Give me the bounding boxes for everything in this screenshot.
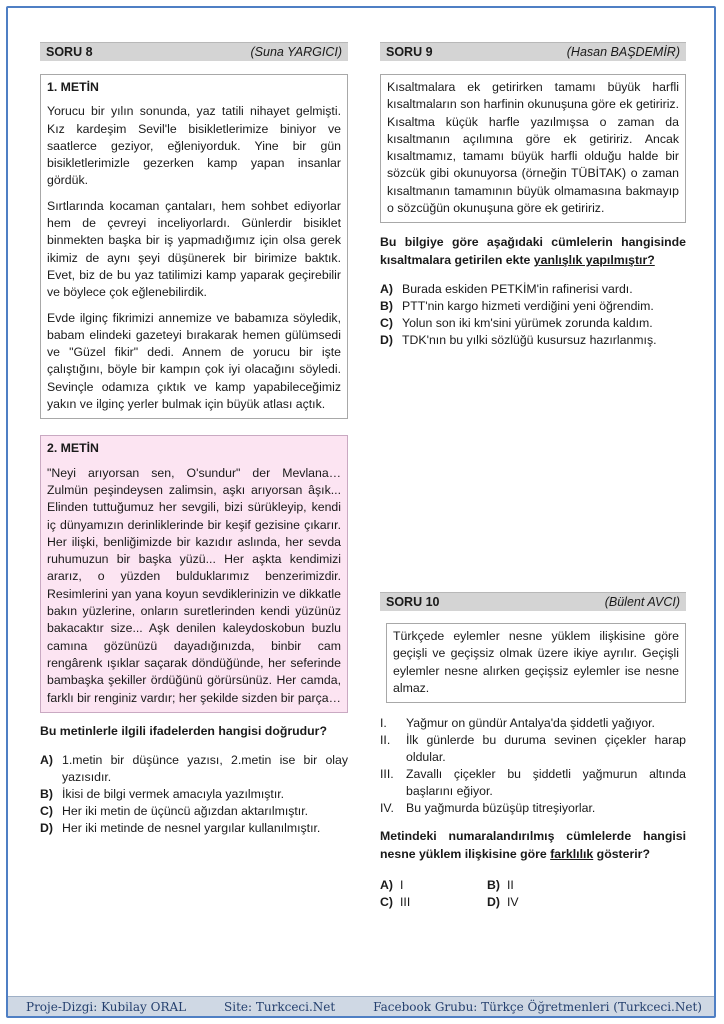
- option-d[interactable]: D) IV: [487, 895, 519, 910]
- text-2-box: [40, 435, 348, 712]
- question-author: (Suna YARGICI): [250, 45, 342, 59]
- text-2-paragraph: "Neyi arıyorsan sen, O'sundur" der Mevlana… Zulmün peşindeysen zalimsin, aşkı arıyorsan âşık... Elinden tuttuğumuz her sevgili, bizi sürükleyip, kendi iç dünyamızın derinliklerinde bir keşif gezisine çıkarır. Her ilişki, benliğimizde bir kazıdır aslında, her sevda ruhumuzun bir başka yüzü... Her aşkta kendimizi ararız, o yüzden bulduklarımız benzerimizdir. Resimlerini yan yana koyun sevdiklerinizin ve dikkatle bakın yüzlerine, onların suretlerinden kendi yüzünüz bakacaktır size... Aşk denilen kaleydoskobun buzlu camına gözünüzü dayadığınızda, binbir cam rengârenk ışıklar saçarak döndüğünde, her seferinde bambaşka şekiller ördüğünü görürsünüz. Her camda, farklı bir renginiz vardır; her şekilde sizden bir parça…: [47, 465, 341, 705]
- option-d[interactable]: D) Her iki metinde de nesnel yargılar kullanılmıştır.: [40, 821, 321, 836]
- question-8-header: [40, 42, 348, 61]
- text-1-paragraph: Evde ilginç fikrimizi annemize ve babamıza söyledik, babam elindeki gazeteyi bırakarak hemen gülümsedi ve "Güzel fikir" dedi. Annem de yorucu bir işte çalıştığını, böyle bir kampın çok iyi olacağını söyledi. Sevinçle odamıza çıktık ve kamp yapabileceğimiz yakın ve ilginç yerler bulmak için büyük atlası açtık.: [47, 310, 341, 412]
- option-c[interactable]: C) III: [380, 895, 411, 910]
- sentence-4: IV. Bu yağmurda büzüşüp titreşiyorlar.: [380, 801, 596, 816]
- emphasis: farklılık: [550, 846, 594, 861]
- sentence-1: I. Yağmur on gündür Antalya'da şiddetli yağıyor.: [380, 716, 655, 731]
- question-10-stem: Metindeki numaralandırılmış cümlelerde hangisi nesne yüklem ilişkisine göre farklılık gösterir?: [380, 829, 686, 861]
- question-9: [380, 42, 686, 349]
- text-1-box: [40, 74, 348, 419]
- option-c[interactable]: C) Yolun son iki km'sini yürümek zorunda kaldım.: [380, 316, 653, 331]
- page-footer: [8, 996, 714, 1016]
- question-10-header: [380, 592, 686, 611]
- question-8: [40, 42, 348, 837]
- option-a[interactable]: A) I: [380, 878, 404, 893]
- question-8-options: [40, 752, 348, 837]
- option-b[interactable]: B) II: [487, 878, 514, 893]
- option-a[interactable]: A) 1.metin bir düşünce yazısı, 2.metin ise bir olay yazısıdır.: [40, 753, 348, 785]
- footer-facebook: Facebook Grubu: Türkçe Öğretmenleri (Turkceci.Net): [373, 999, 702, 1014]
- text-1-paragraph: Yorucu bir yılın sonunda, yaz tatili nihayet gelmişti. Kız kardeşim Sevil'le bisikletlerimize biniyor ve saatlerce geziyor, eğleniyorduk. Yine bir gün bisikletlerimizle gezerken kamp yapan insanlar gördük.: [47, 104, 341, 188]
- emphasis: yanlışlık yapılmıştır?: [533, 252, 655, 267]
- option-d[interactable]: D) TDK'nın bu yılki sözlüğü kusursuz hazırlanmış.: [380, 333, 657, 348]
- question-9-options: [380, 281, 686, 349]
- question-8-stem: Bu metinlerle ilgili ifadelerden hangisi doğrudur?: [40, 723, 327, 738]
- question-number: SORU 9: [386, 45, 433, 59]
- option-a[interactable]: A) Burada eskiden PETKİM'in rafinerisi vardı.: [380, 282, 633, 297]
- question-author: (Bülent AVCI): [604, 595, 680, 609]
- question-9-stem: Bu bilgiye göre aşağıdaki cümlelerin hangisinde kısaltmalara getirilen ekte yanlışlık yapılmıştır?: [380, 235, 686, 267]
- question-9-header: [380, 42, 686, 61]
- question-number: SORU 8: [46, 45, 93, 59]
- sentence-3: III. Zavallı çiçekler bu şiddetli yağmurun altında başlarını eğiyor.: [380, 767, 686, 799]
- footer-credit: Proje-Dizgi: Kubilay ORAL: [26, 999, 187, 1014]
- info-text: Kısaltmalara ek getirirken tamamı büyük harfli kısaltmaların son harfinin okunuşuna göre ek getiririz. Kısaltma küçük harfle yazılmışsa o zaman da kısaltmanın açılımına göre ek getiririz. Ancak kısaltmamız, tamamı büyük harfli olduğu halde bir sözcük gibi okunuyorsa (örneğin TÜBİTAK) o zaman kısaltmanın tamamının büyük olmamasına bakmayıp o sözcüğün okunuşuna göre ek getiririz.: [387, 80, 679, 216]
- text-1-title: 1. METİN: [47, 80, 99, 94]
- question-10: [380, 592, 686, 911]
- numbered-sentences: [380, 715, 686, 817]
- footer-site: Site: Turkceci.Net: [224, 999, 336, 1014]
- info-text: Türkçede eylemler nesne yüklem ilişkisine göre geçişli ve geçişsiz olmak üzere ikiye ayrılır. Geçişli eylemler nesne alırken geçişsiz eylemler ise nesne almaz.: [393, 629, 679, 695]
- question-number: SORU 10: [386, 595, 440, 609]
- option-c[interactable]: C) Her iki metin de üçüncü ağızdan aktarılmıştır.: [40, 804, 309, 819]
- question-author: (Hasan BAŞDEMİR): [566, 45, 680, 59]
- info-box: [386, 623, 686, 703]
- text-2-title: 2. METİN: [47, 441, 99, 456]
- text-1-paragraph: Sırtlarında kocaman çantaları, hem sohbet ediyorlar hem de çevreyi inceliyorlardı. Günlerdir bisiklet binmekten başka bir iş yapmadığımız için olsa gerek ikimiz de aynı şeyi düşünerek bir birimize baktık. Evet, biz de bu yaz tatilimizi kamp yaparak geçirebilir ve böylece çok eğlenebilirdik.: [47, 198, 341, 300]
- option-b[interactable]: B) PTT'nin kargo hizmeti verdiğini yeni öğrendim.: [380, 299, 654, 314]
- info-box: [380, 74, 686, 223]
- sentence-2: II. İlk günlerde bu duruma sevinen çiçekler harap oldular.: [380, 733, 686, 765]
- option-b[interactable]: B) İkisi de bilgi vermek amacıyla yazılmıştır.: [40, 787, 285, 802]
- question-10-options: [380, 877, 686, 911]
